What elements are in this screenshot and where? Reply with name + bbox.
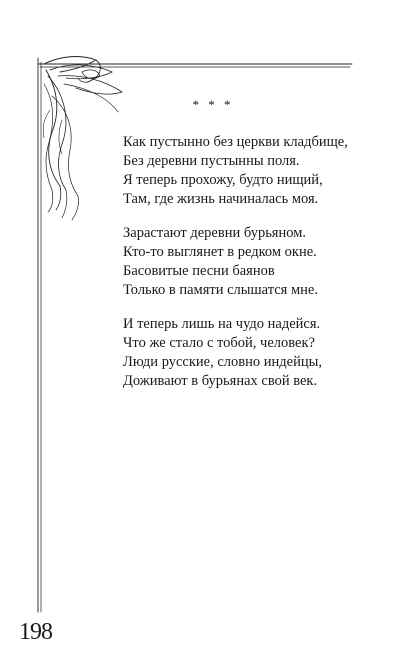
poem-line: И теперь лишь на чудо надейся. bbox=[123, 316, 321, 332]
poem bbox=[123, 133, 393, 406]
poem-line: Что же стало с тобой, человек? bbox=[123, 335, 315, 351]
stanza-1 bbox=[123, 133, 393, 209]
poem-line: Без деревни пустынны поля. bbox=[123, 153, 300, 169]
poem-line: Только в памяти слышатся мне. bbox=[123, 282, 318, 298]
section-separator: * * * bbox=[192, 97, 234, 112]
poem-line: Басовитые песни баянов bbox=[123, 263, 275, 279]
poem-line: Люди русские, словно индейцы, bbox=[123, 354, 322, 370]
stanza-3 bbox=[123, 315, 393, 391]
poem-line: Как пустынно без церкви кладбище, bbox=[123, 134, 348, 150]
stanza-2 bbox=[123, 224, 393, 300]
page-number: 198 bbox=[19, 619, 52, 645]
poem-line: Я теперь прохожу, будто нищий, bbox=[123, 172, 323, 188]
poem-line: Зарастают деревни бурьяном. bbox=[123, 225, 307, 241]
poem-line: Кто-то выглянет в редком окне. bbox=[123, 244, 317, 260]
poem-line: Там, где жизнь начиналась моя. bbox=[123, 191, 319, 207]
poem-line: Доживают в бурьянах свой век. bbox=[123, 373, 318, 389]
